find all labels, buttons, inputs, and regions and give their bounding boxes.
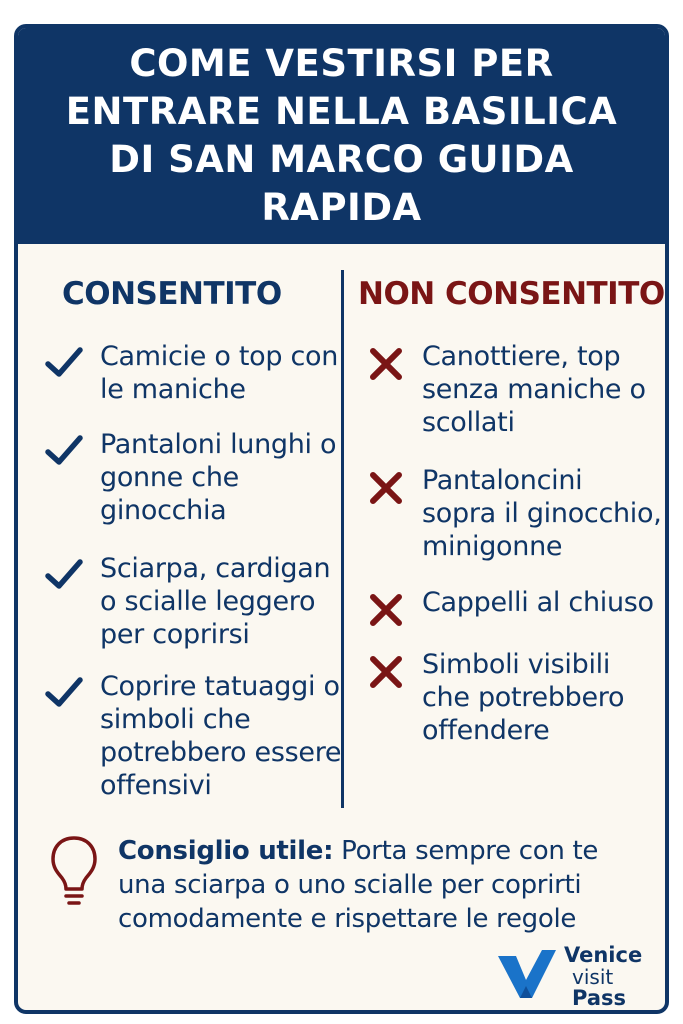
allowed-item-text: Coprire tatuaggi o simboli che potrebbero essere offensivi	[100, 671, 342, 801]
dress-code-card	[14, 24, 669, 1014]
not-allowed-item	[364, 340, 664, 439]
tip-text	[118, 834, 648, 936]
not-allowed-item-text: Simboli visibili che potrebbero offendere	[422, 649, 625, 746]
allowed-item	[42, 340, 342, 406]
allowed-item-text: Pantaloni lunghi o gonne che ginocchia	[100, 429, 337, 526]
check-icon	[42, 428, 86, 472]
cross-icon	[364, 464, 408, 508]
allowed-item	[42, 552, 342, 651]
cross-icon	[364, 648, 408, 692]
allowed-item-text: Sciarpa, cardigan o scialle leggero per coprirsi	[100, 553, 331, 650]
logo-word-venice: Venice	[564, 943, 643, 967]
allowed-item-text: Camicie o top con le maniche	[100, 341, 339, 405]
venice-visit-pass-logo	[496, 942, 656, 1012]
not-allowed-item-text: Cappelli al chiuso	[422, 587, 654, 618]
not-allowed-item	[364, 648, 664, 747]
tip-body: Porta sempre con te una sciarpa o uno scialle per coprirti comodamente e rispettare le regole	[118, 836, 599, 934]
check-icon	[42, 552, 86, 596]
not-allowed-item-text: Pantaloncini sopra il ginocchio, minigonne	[422, 465, 662, 562]
logo-mark-icon	[496, 946, 558, 1002]
allowed-item	[42, 428, 342, 527]
not-allowed-item-text: Canottiere, top senza maniche o scollati	[422, 341, 646, 438]
allowed-column-title: CONSENTITO	[62, 276, 282, 312]
logo-word-pass: Pass	[572, 986, 626, 1010]
cross-icon	[364, 340, 408, 384]
lightbulb-icon	[48, 834, 100, 908]
cross-icon	[364, 586, 408, 630]
logo-word-visit: visit	[572, 965, 614, 989]
check-icon	[42, 340, 86, 384]
check-icon	[42, 670, 86, 714]
not-allowed-item	[364, 586, 664, 630]
header-banner	[18, 28, 665, 244]
not-allowed-column-title: NON CONSENTITO	[358, 276, 665, 312]
page-title: COME VESTIRSI PER ENTRARE NELLA BASILICA DI SAN MARCO GUIDA RAPIDA	[65, 42, 618, 229]
allowed-item	[42, 670, 342, 802]
not-allowed-item	[364, 464, 664, 563]
tip-lead: Consiglio utile:	[118, 836, 334, 866]
tip-box	[48, 834, 648, 936]
